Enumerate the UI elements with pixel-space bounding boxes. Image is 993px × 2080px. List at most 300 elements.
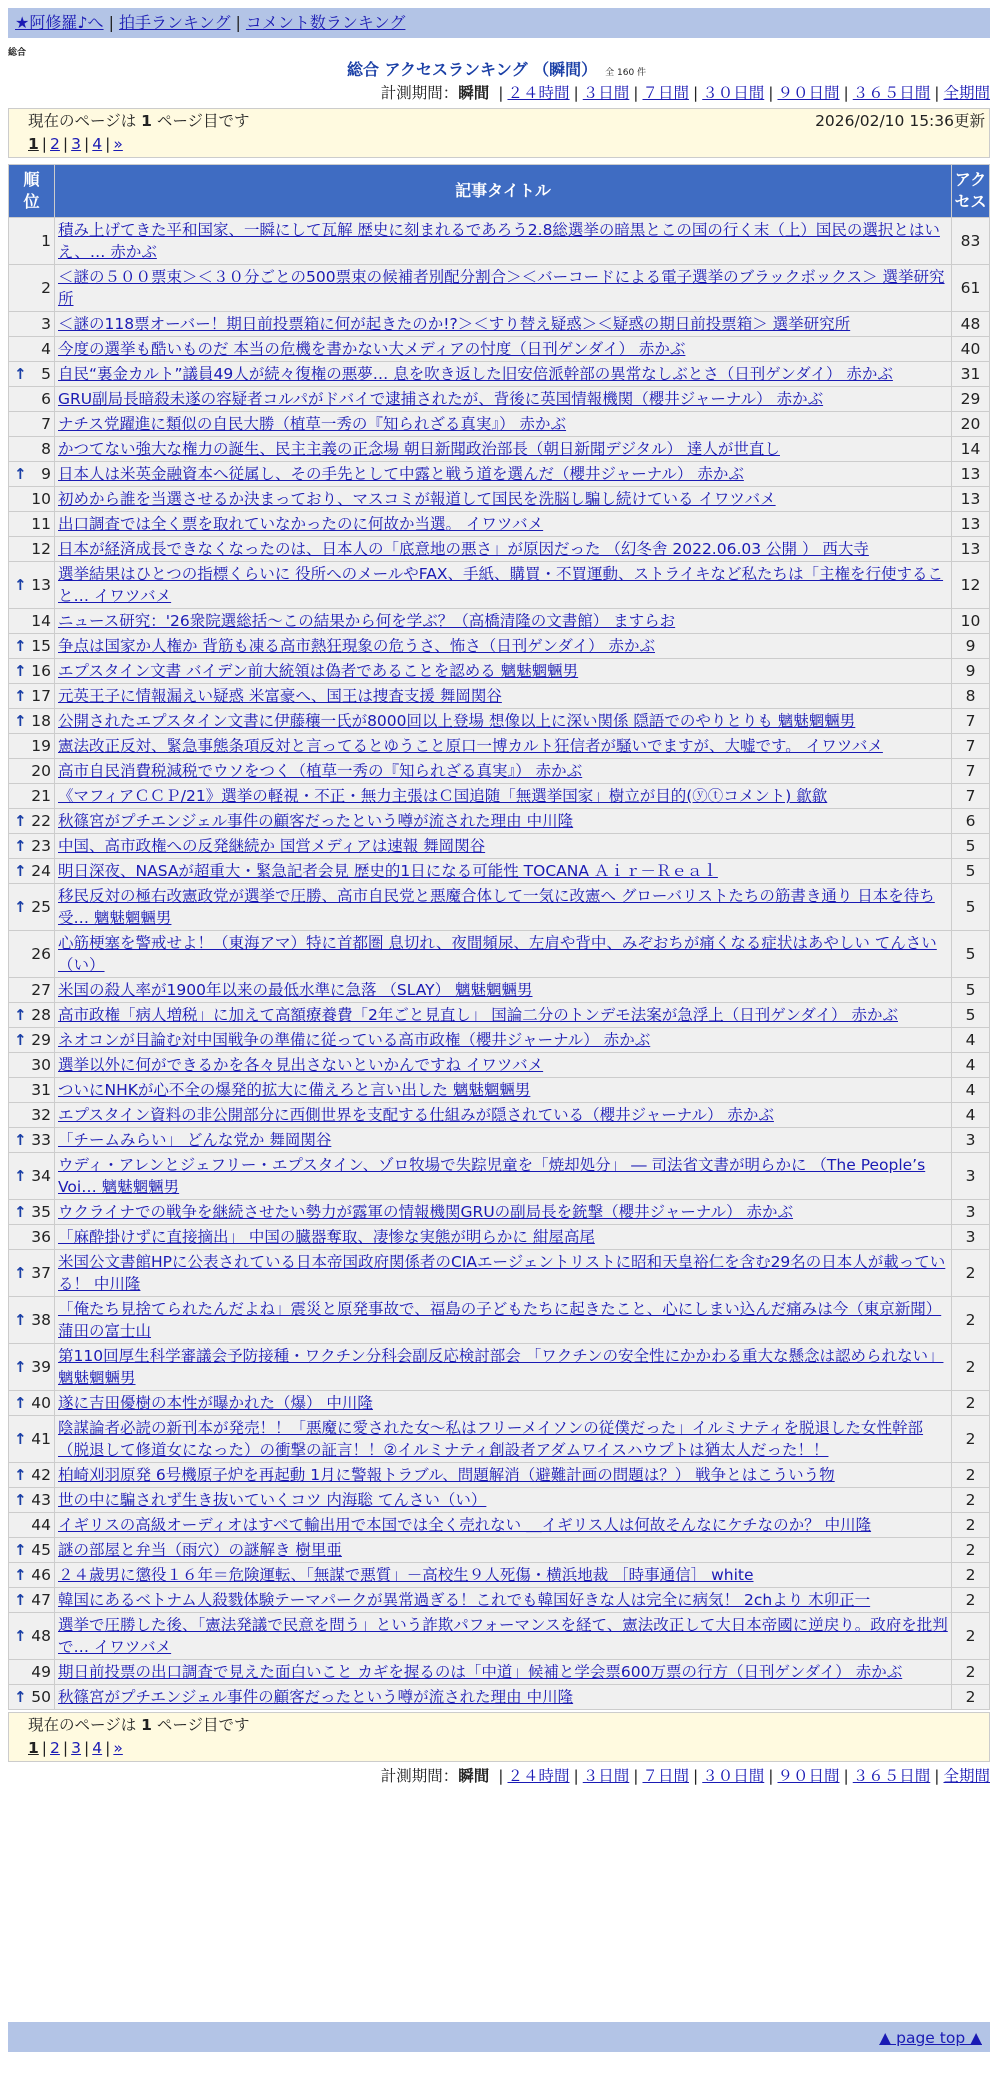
period-link[interactable]: ２４時間 [507, 84, 570, 102]
rank-number: 37 [31, 1264, 51, 1282]
access-count: 3 [952, 1153, 989, 1199]
up-arrow-icon: ↑ [14, 465, 27, 483]
rank-cell [9, 784, 54, 808]
category-label: 総合 [8, 48, 27, 58]
rank-cell [9, 1153, 54, 1199]
access-count: 29 [952, 387, 989, 411]
rank-cell [9, 537, 54, 561]
article-title-link[interactable]: 公開されたエプスタイン文書に伊藤穰一氏が8000回以上登場 想像以上に深い関係 隠語でのやりとりも 魑魅魍魎男 [58, 712, 856, 730]
rank-number: 3 [41, 315, 51, 333]
table-row [55, 462, 951, 486]
table-row [55, 1028, 951, 1052]
article-title-link[interactable]: 高市自民消費税減税でウソをつく（植草一秀の『知られざる真実』） 赤かぶ [58, 762, 583, 780]
article-title-link[interactable]: 選挙以外に何ができるかを各々見出さないといかんですね イワツバメ [58, 1056, 544, 1074]
table-row [55, 609, 951, 633]
article-title-link[interactable]: 高市政権「病人増税」に加えて高額療養費「2年ごと見直し」 国論二分のトンデモ法案が急浮上（日刊ゲンダイ） 赤かぶ [58, 1006, 898, 1024]
table-row [55, 1563, 951, 1587]
table-row [55, 337, 951, 361]
access-count: 13 [952, 512, 989, 536]
rank-number: 49 [31, 1663, 51, 1681]
access-count: 31 [952, 362, 989, 386]
period-link[interactable]: 全期間 [943, 84, 990, 102]
table-row [55, 1685, 951, 1709]
period-separator: | [934, 84, 940, 102]
period-separator: | [768, 84, 774, 102]
table-row [55, 978, 951, 1002]
table-row [55, 218, 951, 264]
access-count: 2 [952, 1538, 989, 1562]
rank-number: 42 [31, 1466, 51, 1484]
access-count: 2 [952, 1488, 989, 1512]
access-count: 5 [952, 834, 989, 858]
article-title-link[interactable]: 世の中に騙されず生き抜いていくコツ 内海聡 てんさい（い） [58, 1491, 487, 1509]
article-title-link[interactable]: 「チームみらい」 どんな党か 舞岡関谷 [58, 1131, 332, 1149]
page-links [28, 1737, 989, 1760]
rank-cell [9, 1200, 54, 1224]
current-page-text: 現在のページは 1 ページ目です [28, 112, 250, 130]
rank-cell [9, 362, 54, 386]
up-arrow-icon: ↑ [14, 898, 27, 916]
article-title-link[interactable]: 秋篠宮がプチエンジェル事件の顧客だったという噂が流された理由 中川隆 [58, 812, 574, 830]
period-link[interactable]: ３日間 [582, 1767, 630, 1785]
rank-cell [9, 759, 54, 783]
rank-cell [9, 1416, 54, 1462]
table-row [55, 562, 951, 608]
access-count: 5 [952, 859, 989, 883]
rank-cell [9, 1078, 54, 1102]
article-title-link[interactable]: ナチス党躍進に類似の自民大勝（植草一秀の『知られざる真実』） 赤かぶ [58, 415, 567, 433]
table-row [55, 1416, 951, 1462]
access-count: 9 [952, 634, 989, 658]
rank-cell [9, 487, 54, 511]
access-count: 13 [952, 462, 989, 486]
table-row [55, 859, 951, 883]
rank-cell [9, 709, 54, 733]
article-title-link[interactable]: 秋篠宮がプチエンジェル事件の顧客だったという噂が流された理由 中川隆 [58, 1688, 574, 1706]
page-current: 1 [28, 1739, 39, 1757]
table-row [55, 1103, 951, 1127]
article-title-link[interactable]: 米国公文書館HPに公表されている日本帝国政府関係者のCIAエージェントリストに昭和天皇裕仁を含む29名の日本人が載っている！ 中川隆 [58, 1253, 946, 1293]
current-page-text: 現在のページは 1 ページ目です [28, 1716, 250, 1734]
table-row [55, 634, 951, 658]
article-title-link[interactable]: ウディ・アレンとジェフリー・エプスタイン、ゾロ牧場で失踪児童を「焼却処分」 ― 司法省文書が明らかに （The People’s Voi… 魑魅魍魎男 [58, 1156, 926, 1196]
rank-number: 17 [31, 687, 51, 705]
article-title-link[interactable]: エプスタイン文書 バイデン前大統領は偽者であることを認める 魑魅魍魎男 [58, 662, 579, 680]
rank-cell [9, 1685, 54, 1709]
applause-ranking-link[interactable]: 拍手ランキング [118, 13, 231, 32]
rank-number: 26 [31, 945, 51, 963]
ranking-title-row [0, 58, 993, 85]
page-link[interactable]: 2 [50, 135, 60, 153]
access-count: 3 [952, 1200, 989, 1224]
access-count: 5 [952, 931, 989, 977]
article-title-link[interactable]: ついにNHKが心不全の爆発的拡大に備えろと言い出した 魑魅魍魎男 [58, 1081, 531, 1099]
rank-number: 46 [31, 1566, 51, 1584]
rank-number: 31 [31, 1081, 51, 1099]
article-title-link[interactable]: ＜謎の118票オーバー！期日前投票箱に何が起きたのか!?＞＜すり替え疑惑＞＜疑惑の期日前投票箱＞ 選挙研究所 [58, 315, 851, 333]
rank-cell [9, 312, 54, 336]
rank-cell [9, 462, 54, 486]
rank-cell [9, 1513, 54, 1537]
rank-cell [9, 1613, 54, 1659]
comment-ranking-link[interactable]: コメント数ランキング [245, 13, 406, 32]
period-link[interactable]: ３６５日間 [852, 84, 931, 102]
article-title-link[interactable]: 自民“裏金カルト”議員49人が続々復権の悪夢… 息を吹き返した旧安倍派幹部の異常なしぶとさ（日刊ゲンダイ） 赤かぶ [58, 365, 893, 383]
up-arrow-icon: ↑ [14, 1541, 27, 1559]
rank-cell [9, 387, 54, 411]
period-link[interactable]: ９０日間 [777, 1767, 840, 1785]
rank-cell [9, 437, 54, 461]
period-link[interactable]: ３６５日間 [852, 1767, 931, 1785]
article-title-link[interactable]: 日本が経済成長できなくなったのは、日本人の「底意地の悪さ」が原因だった （幻冬舎 2022.06.03 公開 ） 西大寺 [58, 540, 869, 558]
table-row [55, 659, 951, 683]
table-row [55, 1538, 951, 1562]
period-link[interactable]: ３０日間 [702, 84, 765, 102]
table-row [55, 1513, 951, 1537]
table-row [55, 487, 951, 511]
rank-cell [9, 1391, 54, 1415]
rank-number: 8 [41, 440, 51, 458]
rank-number: 45 [31, 1541, 51, 1559]
rank-number: 11 [31, 515, 51, 533]
article-title-link[interactable]: 謎の部屋と弁当（雨穴）の謎解き 樹里亜 [58, 1541, 342, 1559]
article-title-link[interactable]: 「俺たち見捨てられたんだよね」震災と原発事故で、福島の子どもたちに起きたこと、心にしまい込んだ痛みは今（東京新聞） 蒲田の富士山 [58, 1300, 942, 1340]
rank-cell [9, 1103, 54, 1127]
rank-number: 1 [41, 232, 51, 250]
up-arrow-icon: ↑ [14, 1688, 27, 1706]
rank-number: 5 [41, 365, 51, 383]
article-title-link[interactable]: 争点は国家か人権か 背筋も凍る高市熱狂現象の危うさ、怖さ（日刊ゲンダイ） 赤かぶ [58, 637, 655, 655]
rank-number: 28 [31, 1006, 51, 1024]
page-link[interactable]: 3 [71, 1739, 82, 1757]
rank-number: 14 [31, 612, 51, 630]
period-link[interactable]: ２４時間 [507, 1767, 570, 1785]
rank-number: 7 [41, 415, 51, 433]
rank-cell [9, 1053, 54, 1077]
article-title-link[interactable]: ネオコンが目論む対中国戦争の準備に従っている高市政権（櫻井ジャーナル） 赤かぶ [58, 1031, 651, 1049]
up-arrow-icon: ↑ [14, 837, 27, 855]
page-separator: | [62, 135, 69, 153]
rank-cell [9, 684, 54, 708]
access-count: 13 [952, 487, 989, 511]
article-title-link[interactable]: 今度の選挙も酷いものだ 本当の危機を書かない大メディアの忖度（日刊ゲンダイ） 赤かぶ [58, 340, 686, 358]
up-arrow-icon: ↑ [14, 812, 27, 830]
access-count: 6 [952, 809, 989, 833]
access-count: 2 [952, 1250, 989, 1296]
article-title-link[interactable]: 心筋梗塞を警戒せよ！（東海アマ）特に首都圏 息切れ、夜間頻尿、左肩や背中、みぞおちが痛くなる症状はあやしい てんさい（い） [58, 934, 937, 974]
page-separator: | [41, 135, 48, 153]
article-title-link[interactable]: ウクライナでの戦争を継続させたい勢力が露軍の情報機関GRUの副局長を銃撃（櫻井ジャーナル） 赤かぶ [58, 1203, 794, 1221]
article-title-link[interactable]: 選挙結果はひとつの指標くらいに 役所へのメールやFAX、手紙、購買・不買運動、ストライキなど私たちは「主権を行使すること… イワツバメ [58, 565, 944, 605]
table-row [55, 709, 951, 733]
access-count: 2 [952, 1416, 989, 1462]
article-title-link[interactable]: 明日深夜、NASAが超重大・緊急記者会見 歴史的1日になる可能性 TOCANA Ａｉｒ－Ｒｅａｌ [58, 862, 718, 880]
article-title-link[interactable]: 選挙で圧勝した後、「憲法発議で民意を問う」という詐欺パフォーマンスを経て、憲法改正して大日本帝國に逆戻り。政府を批判で… イワツバメ [58, 1616, 948, 1656]
rank-number: 48 [31, 1627, 51, 1645]
access-count: 2 [952, 1685, 989, 1709]
up-arrow-icon: ↑ [14, 712, 27, 730]
article-title-link[interactable]: ニュース研究：'26衆院選総括～この結果から何を学ぶ？（高橋清隆の文書館） ますらお [58, 612, 676, 630]
period-link[interactable]: 全期間 [943, 1767, 990, 1785]
article-title-link[interactable]: 移民反対の極右改憲政党が選挙で圧勝、高市自民党と悪魔合体して一気に改憲へ グローバリストたちの筋書き通り 日本を待ち受… 魑魅魍魎男 [58, 887, 935, 927]
article-title-link[interactable]: かつてない強大な権力の誕生、民主主義の正念場 朝日新聞政治部長（朝日新聞デジタル） 達人が世直し [58, 440, 780, 458]
article-title-link[interactable]: 陰謀論者必読の新刊本が発売！！「悪魔に愛された女～私はフリーメイソンの従僕だった」イルミナティを脱退した女性幹部（脱退して修道女になった）の衝撃の証言！！②イルミナティ創設者アダムワイスハウプトは猶太人だった！！ [58, 1419, 924, 1459]
item-count: 全 160 件 [605, 68, 647, 78]
rank-number: 16 [31, 662, 51, 680]
up-arrow-icon: ↑ [14, 1491, 27, 1509]
access-count: 12 [952, 562, 989, 608]
period-separator: | [693, 1767, 699, 1785]
table-row [55, 512, 951, 536]
rank-cell [9, 1297, 54, 1343]
rank-number: 2 [41, 279, 51, 297]
page-link[interactable]: 2 [50, 1739, 60, 1757]
up-arrow-icon: ↑ [14, 1591, 27, 1609]
rank-number: 10 [31, 490, 51, 508]
rank-number: 24 [31, 862, 51, 880]
period-separator: | [633, 84, 639, 102]
article-title-link[interactable]: エプスタイン資料の非公開部分に西側世界を支配する仕組みが隠されている（櫻井ジャーナル） 赤かぶ [58, 1106, 774, 1124]
table-row [55, 1078, 951, 1102]
page-links [28, 133, 989, 156]
table-row [55, 312, 951, 336]
article-title-link[interactable]: 出口調査では全く票を取れていなかったのに何故か当選。 イワツバメ [58, 515, 544, 533]
rank-cell [9, 1250, 54, 1296]
table-row [55, 834, 951, 858]
table-row [55, 1297, 951, 1343]
rank-number: 34 [31, 1167, 51, 1185]
rank-cell [9, 1538, 54, 1562]
rank-cell [9, 1463, 54, 1487]
period-separator: | [498, 1767, 504, 1785]
rank-cell [9, 659, 54, 683]
period-link[interactable]: ３日間 [582, 84, 630, 102]
table-row [55, 759, 951, 783]
access-count: 7 [952, 734, 989, 758]
up-arrow-icon: ↑ [14, 1203, 27, 1221]
rank-number: 32 [31, 1106, 51, 1124]
access-count: 4 [952, 1103, 989, 1127]
table-row [55, 387, 951, 411]
access-count: 4 [952, 1078, 989, 1102]
rank-cell [9, 1028, 54, 1052]
rank-number: 22 [31, 812, 51, 830]
pager-top [8, 108, 990, 158]
access-count: 20 [952, 412, 989, 436]
article-title-link[interactable]: 柏崎刈羽原発 6号機原子炉を再起動 1月に警報トラブル、問題解消（避難計画の問題は？） 戦争とはこういう物 [58, 1466, 835, 1484]
article-title-link[interactable]: イギリスの高級オーディオはすべて輸出用で本国では全く売れない ＿イギリス人は何故そんなにケチなのか？ 中川隆 [58, 1516, 872, 1534]
up-arrow-icon: ↑ [14, 1627, 27, 1645]
up-arrow-icon: ↑ [14, 1430, 27, 1448]
up-arrow-icon: ↑ [14, 637, 27, 655]
page-separator: | [105, 1739, 111, 1757]
article-title-link[interactable]: 第110回厚生科学審議会予防接種・ワクチン分科会副反応検討部会 「ワクチンの安全性にかかわる重大な懸念は認められない」 魑魅魍魎男 [58, 1347, 944, 1387]
article-title-link[interactable]: ＜謎の５００票束＞＜３０分ごとの500票束の候補者別配分割合＞＜バーコードによる電子選挙のブラックボックス＞ 選挙研究所 [58, 268, 945, 308]
rank-number: 25 [31, 898, 51, 916]
table-row [55, 1613, 951, 1659]
access-count: 2 [952, 1344, 989, 1390]
article-title-link[interactable]: 元英王子に情報漏えい疑惑 米富豪へ、国王は捜査支援 舞岡関谷 [58, 687, 502, 705]
rank-cell [9, 1128, 54, 1152]
period-link[interactable]: ７日間 [642, 84, 689, 102]
nav-separator: | [235, 13, 241, 32]
rank-number: 36 [31, 1228, 51, 1246]
rank-number: 50 [31, 1688, 51, 1706]
up-arrow-icon: ↑ [14, 662, 27, 680]
access-count: 9 [952, 659, 989, 683]
rank-cell [9, 1003, 54, 1027]
access-count: 5 [952, 884, 989, 930]
rank-number: 13 [31, 576, 51, 594]
page-link[interactable]: 4 [92, 135, 103, 153]
rank-cell [9, 1563, 54, 1587]
rank-cell [9, 931, 54, 977]
access-count: 48 [952, 312, 989, 336]
up-arrow-icon: ↑ [14, 1031, 27, 1049]
access-count: 40 [952, 337, 989, 361]
article-title-link[interactable]: 日本人は米英金融資本へ従属し、その手先として中露と戦う道を選んだ（櫻井ジャーナル） 赤かぶ [58, 465, 744, 483]
rank-cell [9, 1588, 54, 1612]
header-rank: 順位 [9, 165, 54, 217]
table-row [55, 437, 951, 461]
rank-number: 39 [31, 1358, 51, 1376]
period-link[interactable]: ７日間 [642, 1767, 689, 1785]
table-row [55, 809, 951, 833]
up-arrow-icon: ↑ [14, 1466, 27, 1484]
rank-number: 12 [31, 540, 51, 558]
next-page-link[interactable]: » [113, 1739, 123, 1757]
access-count: 13 [952, 537, 989, 561]
table-row [55, 412, 951, 436]
table-row [55, 1463, 951, 1487]
up-arrow-icon: ↑ [14, 862, 27, 880]
rank-number: 30 [31, 1056, 51, 1074]
article-title-link[interactable]: 初めから誰を当選させるか決まっており、マスコミが報道して国民を洗脳し騙し続けている イワツバメ [58, 490, 776, 508]
table-row [55, 362, 951, 386]
page-separator: | [62, 1739, 69, 1757]
up-arrow-icon: ↑ [14, 1167, 27, 1185]
table-row [55, 265, 951, 311]
table-row [55, 1488, 951, 1512]
rank-number: 23 [31, 837, 51, 855]
table-row [55, 1660, 951, 1684]
home-link[interactable]: ★阿修羅♪へ [15, 13, 104, 32]
rank-number: 44 [31, 1516, 51, 1534]
access-count: 2 [952, 1297, 989, 1343]
table-row [55, 1588, 951, 1612]
rank-number: 9 [41, 465, 51, 483]
article-title-link[interactable]: 「麻酔掛けずに直接摘出」 中国の臓器奪取、凄惨な実態が明らかに 紺屋高尾 [58, 1228, 595, 1246]
period-separator: | [573, 84, 579, 102]
access-count: 7 [952, 709, 989, 733]
period-selector-bottom [381, 1765, 990, 1787]
rank-number: 27 [31, 981, 51, 999]
period-separator: | [843, 1767, 849, 1785]
rank-cell [9, 978, 54, 1002]
up-arrow-icon: ↑ [14, 1264, 27, 1282]
article-title-link[interactable]: 中国、高市政権への反発継続か 国営メディアは速報 舞岡関谷 [58, 837, 486, 855]
rank-number: 38 [31, 1311, 51, 1329]
rank-number: 43 [31, 1491, 51, 1509]
rank-cell [9, 609, 54, 633]
article-title-link[interactable]: 憲法改正反対、緊急事態条項反対と言ってるとゆうこと原口一博カルト狂信者が騒いでますが、大嘘です。 イワツバメ [58, 737, 883, 755]
rank-cell [9, 884, 54, 930]
period-separator: | [768, 1767, 774, 1785]
table-row [55, 537, 951, 561]
up-arrow-icon: ↑ [14, 576, 27, 594]
table-row [55, 684, 951, 708]
header-title: 記事タイトル [55, 165, 951, 217]
access-count: 4 [952, 1028, 989, 1052]
article-title-link[interactable]: GRU副局長暗殺未遂の容疑者コルパがドバイで逮捕されたが、背後に英国情報機関（櫻井ジャーナル） 赤かぶ [58, 390, 824, 408]
access-count: 4 [952, 1053, 989, 1077]
updated-timestamp: 2026/02/10 15:36更新 [815, 112, 985, 130]
top-navigation [8, 8, 990, 38]
access-count: 5 [952, 978, 989, 1002]
article-title-link[interactable]: ２４歳男に懲役１６年＝危険運転、「無謀で悪質」－高校生９人死傷・横浜地裁 ［時事通信］ white [58, 1566, 754, 1584]
next-page-link[interactable]: » [113, 135, 123, 153]
table-row [55, 1250, 951, 1296]
rank-number: 20 [31, 762, 51, 780]
period-link[interactable]: ３０日間 [702, 1767, 765, 1785]
rank-cell [9, 809, 54, 833]
access-count: 5 [952, 1003, 989, 1027]
rank-cell [9, 1344, 54, 1390]
table-row [55, 1344, 951, 1390]
table-row [55, 1391, 951, 1415]
page-link[interactable]: 3 [71, 135, 82, 153]
rank-number: 19 [31, 737, 51, 755]
page-link[interactable]: 4 [92, 1739, 103, 1757]
article-title-link[interactable]: 韓国にあるベトナム人殺戮体験テーマパークが異常過ぎる！これでも韓国好きな人は完全に病気！ 2chより 木卯正一 [58, 1591, 871, 1609]
access-count: 7 [952, 784, 989, 808]
access-count: 3 [952, 1128, 989, 1152]
article-title-link[interactable]: 積み上げてきた平和国家、一瞬にして瓦解 歴史に刻まれるであろう2.8総選挙の暗黒とこの国の行く末（上）国民の選択とはいえ、… 赤かぶ [58, 221, 940, 261]
table-row [55, 1153, 951, 1199]
nav-separator: | [108, 13, 114, 32]
page-separator: | [105, 135, 111, 153]
table-row [55, 784, 951, 808]
period-links [494, 84, 990, 102]
rank-number: 35 [31, 1203, 51, 1221]
rank-cell [9, 562, 54, 608]
article-title-link[interactable]: 米国の殺人率が1900年以来の最低水準に急落 （SLAY） 魑魅魍魎男 [58, 981, 533, 999]
up-arrow-icon: ↑ [14, 365, 27, 383]
table-row [55, 1053, 951, 1077]
rank-number: 29 [31, 1031, 51, 1049]
pager-bottom [8, 1712, 990, 1762]
article-title-link[interactable]: 期日前投票の出口調査で見えた面白いこと カギを握るのは「中道」候補と学会票600万票の行方（日刊ゲンダイ） 赤かぶ [58, 1663, 903, 1681]
period-link[interactable]: ９０日間 [777, 84, 840, 102]
rank-cell [9, 834, 54, 858]
rank-number: 4 [41, 340, 51, 358]
rank-cell [9, 337, 54, 361]
rank-number: 47 [31, 1591, 51, 1609]
bottom-bar [8, 2022, 990, 2052]
period-separator: | [633, 1767, 639, 1785]
article-title-link[interactable]: 《マフィアＣＣＰ/21》選挙の軽視・不正・無力主張はＣ国追随「無選挙国家」樹立が目的(ⓨⓣコメント) 歙歙 [58, 787, 828, 805]
up-arrow-icon: ↑ [14, 1311, 27, 1329]
page-separator: | [41, 1739, 48, 1757]
rank-cell [9, 859, 54, 883]
article-title-link[interactable]: 遂に吉田優樹の本性が曝かれた（爆） 中川隆 [58, 1394, 373, 1412]
access-count: 2 [952, 1391, 989, 1415]
rank-cell [9, 634, 54, 658]
page-top-link[interactable]: ▲ page top ▲ [879, 2029, 982, 2047]
access-count: 2 [952, 1563, 989, 1587]
access-count: 3 [952, 1225, 989, 1249]
period-separator: | [843, 84, 849, 102]
